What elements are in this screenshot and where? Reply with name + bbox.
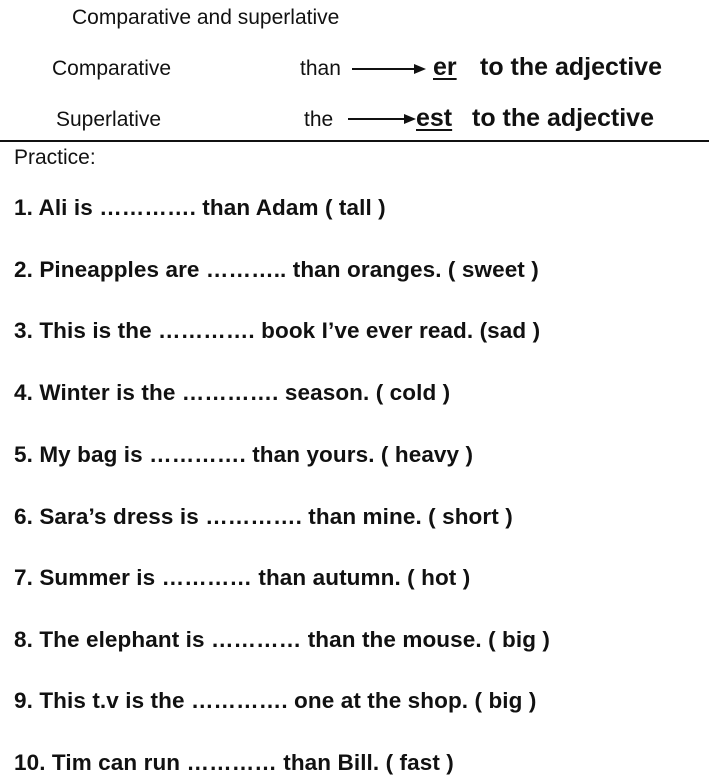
rule-keyword: the <box>304 108 334 131</box>
question-item: 9. This t.v is the …………. one at the shop. ( big ) <box>14 688 537 713</box>
question-item: 4. Winter is the …………. season. ( cold ) <box>14 380 451 405</box>
rule-label: Superlative <box>56 108 162 131</box>
rule-tail: to the adjective <box>480 53 662 81</box>
question-item: 2. Pineapples are ……….. than oranges. ( sweet ) <box>14 257 539 282</box>
rule-label: Comparative <box>52 57 172 80</box>
question-item: 10. Tim can run ………… than Bill. ( fast ) <box>14 750 454 775</box>
question-item: 6. Sara’s dress is …………. than mine. ( short ) <box>14 504 513 529</box>
practice-heading: Practice: <box>14 146 96 169</box>
rule-suffix: est <box>416 104 453 132</box>
question-item: 5. My bag is …………. than yours. ( heavy ) <box>14 442 474 467</box>
question-item: 7. Summer is ………… than autumn. ( hot ) <box>14 565 471 590</box>
rule-tail: to the adjective <box>472 104 654 132</box>
worksheet-title: Comparative and superlative <box>72 6 340 29</box>
question-item: 8. The elephant is ………… than the mouse. ( big ) <box>14 627 550 652</box>
question-item: 1. Ali is …………. than Adam ( tall ) <box>14 195 386 220</box>
rule-suffix: er <box>433 53 457 81</box>
rule-keyword: than <box>300 57 341 80</box>
arrow-right-icon <box>348 112 416 126</box>
arrow-right-icon <box>352 62 426 76</box>
divider-line <box>0 140 709 142</box>
question-item: 3. This is the …………. book I’ve ever read. (sad ) <box>14 318 541 343</box>
